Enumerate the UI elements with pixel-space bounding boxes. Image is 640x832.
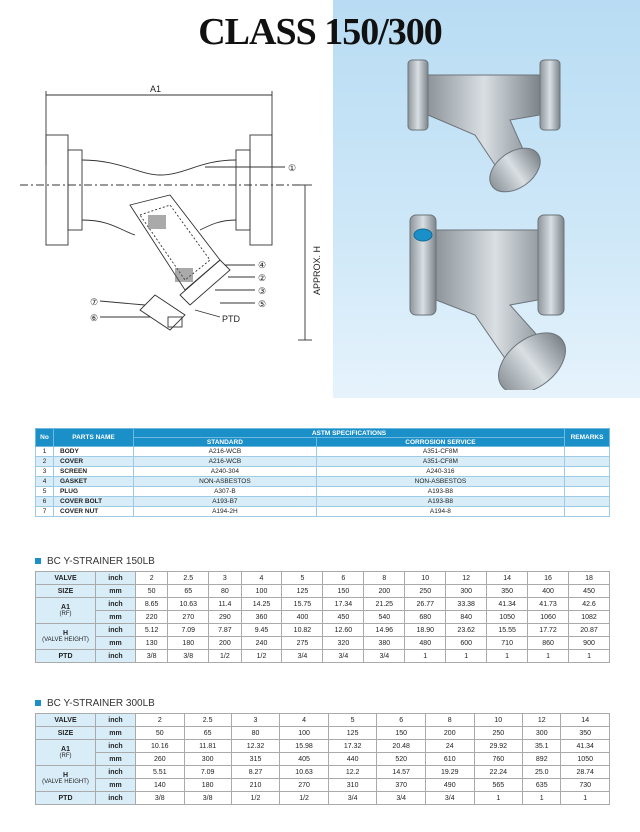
col-parts-name: PARTS NAME	[54, 429, 134, 447]
parts-cell-name: COVER BOLT	[54, 497, 134, 507]
dim-value: 260	[136, 753, 185, 766]
dim-value: 3/8	[136, 792, 185, 805]
dim-value: 1	[405, 650, 446, 663]
dim-unit: mm	[96, 585, 136, 598]
dim-value: 440	[328, 753, 377, 766]
parts-cell-corrosion: A351-CF8M	[316, 447, 564, 457]
parts-cell-no: 6	[36, 497, 54, 507]
dim-row	[36, 792, 610, 805]
dim-value: 8	[425, 714, 474, 727]
dim-value: 310	[328, 779, 377, 792]
dim-value: 4	[280, 714, 329, 727]
dim-value: 315	[231, 753, 280, 766]
title-class: CLASS	[198, 11, 316, 53]
parts-cell-no: 1	[36, 447, 54, 457]
dim-value: 450	[569, 585, 610, 598]
dim-unit: inch	[96, 650, 136, 663]
dim-value: 200	[425, 727, 474, 740]
dim-label-text: H	[62, 630, 69, 637]
dim-label	[36, 650, 96, 663]
parts-cell-no: 7	[36, 507, 54, 517]
dim-value: 16	[528, 572, 569, 585]
dim-value: 635	[523, 779, 561, 792]
dim-value: 860	[528, 637, 569, 650]
dim-row	[36, 766, 610, 779]
callout-3: ③	[258, 286, 267, 296]
dim-value: 3/4	[364, 650, 405, 663]
dim-value: 35.1	[523, 740, 561, 753]
parts-cell-no: 5	[36, 487, 54, 497]
dim-value: 350	[487, 585, 528, 598]
dim-label-text: SIZE	[57, 729, 74, 737]
callout-2: ②	[258, 273, 267, 283]
dim-value: 21.25	[364, 598, 405, 611]
col-standard: STANDARD	[134, 438, 317, 447]
dim-value: 400	[528, 585, 569, 598]
y-strainer-drawing	[20, 55, 330, 390]
dim-value: 10	[474, 714, 523, 727]
dim-value: 18	[569, 572, 610, 585]
dim-value: 17.32	[328, 740, 377, 753]
dim-value: 23.62	[446, 624, 487, 637]
dim-value: 7.87	[209, 624, 241, 637]
parts-cell-name: GASKET	[54, 477, 134, 487]
dim-value: 760	[474, 753, 523, 766]
parts-cell-corrosion: A193-B8	[316, 487, 564, 497]
dim-value: 1/2	[231, 792, 280, 805]
callout-6: ⑥	[90, 313, 99, 323]
parts-cell-corrosion: A240-316	[316, 467, 564, 477]
parts-cell-no: 2	[36, 457, 54, 467]
section-divider	[0, 398, 640, 410]
dim-value: 130	[136, 637, 168, 650]
dim-value: 270	[280, 779, 329, 792]
callout-1: ①	[288, 163, 297, 173]
dim-value: 8	[364, 572, 405, 585]
table300-title-text: BC Y-STRAINER 300LB	[47, 698, 155, 709]
dim-value: 12.2	[328, 766, 377, 779]
dim-row	[36, 779, 610, 792]
dim-value: 370	[377, 779, 426, 792]
dim-value: 22.24	[474, 766, 523, 779]
parts-cell-standard: A240-304	[134, 467, 317, 477]
dim-value: 11.81	[184, 740, 231, 753]
dim-value: 14	[561, 714, 610, 727]
dim-value: 41.34	[561, 740, 610, 753]
callout-4: ④	[258, 260, 267, 270]
dim-value: 490	[425, 779, 474, 792]
dim-row	[36, 611, 610, 624]
dim-value: 1	[446, 650, 487, 663]
dim-unit: mm	[96, 779, 136, 792]
dim-value: 1050	[561, 753, 610, 766]
dim-unit: inch	[96, 766, 136, 779]
col-corrosion: CORROSION SERVICE	[316, 438, 564, 447]
dim-value: 80	[231, 727, 280, 740]
dim-value: 2.5	[184, 714, 231, 727]
dim-value: 25.0	[523, 766, 561, 779]
dim-value: 320	[323, 637, 364, 650]
dim-label-text: VALVE	[54, 574, 77, 582]
dim-value: 50	[136, 727, 185, 740]
parts-row	[36, 497, 610, 507]
parts-row	[36, 467, 610, 477]
dim-value: 250	[474, 727, 523, 740]
dim-value: 290	[209, 611, 241, 624]
dim-value: 1	[528, 650, 569, 663]
dim-value: 2	[136, 714, 185, 727]
dim-value: 480	[405, 637, 446, 650]
dim-label	[36, 585, 96, 598]
dim-label-text: VALVE	[54, 716, 77, 724]
dim-value: 5	[328, 714, 377, 727]
dim-value: 2	[136, 572, 168, 585]
dim-value: 12.60	[323, 624, 364, 637]
parts-cell-remarks	[565, 467, 610, 477]
dim-value: 10.63	[280, 766, 329, 779]
parts-cell-remarks	[565, 497, 610, 507]
dim-label	[36, 727, 96, 740]
dim-value: 41.34	[487, 598, 528, 611]
dim-value: 3/4	[323, 650, 364, 663]
dim-value: 350	[561, 727, 610, 740]
parts-cell-corrosion: A351-CF8M	[316, 457, 564, 467]
dim-value: 200	[209, 637, 241, 650]
dim-value: 28.74	[561, 766, 610, 779]
dim-label-text: H	[62, 772, 69, 779]
dim-value: 3/4	[425, 792, 474, 805]
dim-row	[36, 598, 610, 611]
dim-value: 1/2	[241, 650, 282, 663]
callout-5: ⑤	[258, 299, 267, 309]
dim-value: 10.16	[136, 740, 185, 753]
dim-value: 892	[523, 753, 561, 766]
dim-value: 14.57	[377, 766, 426, 779]
dim-value: 7.09	[184, 766, 231, 779]
dim-value: 730	[561, 779, 610, 792]
dim-value: 20.87	[569, 624, 610, 637]
dim-value: 1/2	[209, 650, 241, 663]
dim-value: 14	[487, 572, 528, 585]
parts-row	[36, 477, 610, 487]
y-strainer-photo	[380, 45, 610, 390]
dim-label-sub: (VALVE HEIGHT)	[42, 637, 89, 643]
dim-value: 29.92	[474, 740, 523, 753]
dim-value: 15.55	[487, 624, 528, 637]
col-no: No	[36, 429, 54, 447]
dim-label-sub: (RF)	[59, 753, 72, 759]
dim-value: 1082	[569, 611, 610, 624]
dim-value: 17.72	[528, 624, 569, 637]
dim-value: 1	[523, 792, 561, 805]
dim-label	[36, 598, 96, 624]
dim-label-text: SIZE	[57, 587, 74, 595]
parts-cell-standard: A307-B	[134, 487, 317, 497]
parts-cell-name: PLUG	[54, 487, 134, 497]
dim-value: 540	[364, 611, 405, 624]
parts-table	[35, 428, 610, 517]
parts-row	[36, 447, 610, 457]
dim-value: 150	[377, 727, 426, 740]
parts-cell-remarks	[565, 477, 610, 487]
dim-label	[36, 572, 96, 585]
parts-cell-standard: NON-ASBESTOS	[134, 477, 317, 487]
parts-row	[36, 457, 610, 467]
dim-value: 100	[280, 727, 329, 740]
dim-unit: inch	[96, 740, 136, 753]
dim-value: 3/8	[184, 792, 231, 805]
dim-value: 200	[364, 585, 405, 598]
dim-value: 250	[405, 585, 446, 598]
parts-cell-standard: A216-WCB	[134, 457, 317, 467]
dim-row	[36, 585, 610, 598]
dim-value: 565	[474, 779, 523, 792]
parts-cell-corrosion: NON-ASBESTOS	[316, 477, 564, 487]
parts-cell-standard: A193-B7	[134, 497, 317, 507]
bullet-square-icon	[35, 558, 41, 564]
ptd-label: PTD	[222, 314, 240, 324]
dim-unit: mm	[96, 753, 136, 766]
dim-value: 270	[168, 611, 209, 624]
parts-cell-standard: A194-2H	[134, 507, 317, 517]
dim-value: 15.98	[280, 740, 329, 753]
dim-value: 610	[425, 753, 474, 766]
dim-value: 3/4	[377, 792, 426, 805]
dim-row	[36, 650, 610, 663]
dim-value: 600	[446, 637, 487, 650]
dim-value: 220	[136, 611, 168, 624]
table-300lb	[35, 713, 610, 805]
dim-unit: inch	[96, 714, 136, 727]
dim-label	[36, 624, 96, 650]
dim-value: 65	[168, 585, 209, 598]
dim-value: 400	[282, 611, 323, 624]
parts-cell-name: COVER NUT	[54, 507, 134, 517]
dim-value: 14.25	[241, 598, 282, 611]
dim-value: 12	[523, 714, 561, 727]
dim-value: 3/4	[282, 650, 323, 663]
dim-value: 20.48	[377, 740, 426, 753]
parts-cell-remarks	[565, 447, 610, 457]
parts-row	[36, 487, 610, 497]
dim-value: 3/8	[136, 650, 168, 663]
dim-value: 10	[405, 572, 446, 585]
dim-value: 180	[184, 779, 231, 792]
dim-value: 5.51	[136, 766, 185, 779]
dim-value: 900	[569, 637, 610, 650]
dim-value: 125	[328, 727, 377, 740]
dim-value: 240	[241, 637, 282, 650]
dim-label	[36, 714, 96, 727]
parts-cell-remarks	[565, 507, 610, 517]
dim-value: 7.09	[168, 624, 209, 637]
dim-value: 12	[446, 572, 487, 585]
dim-value: 380	[364, 637, 405, 650]
dim-row	[36, 727, 610, 740]
parts-cell-name: SCREEN	[54, 467, 134, 477]
dim-value: 1060	[528, 611, 569, 624]
parts-cell-corrosion: A193-B8	[316, 497, 564, 507]
dim-value: 710	[487, 637, 528, 650]
callout-7: ⑦	[90, 297, 99, 307]
dim-value: 1	[569, 650, 610, 663]
dim-value: 6	[323, 572, 364, 585]
dim-value: 300	[446, 585, 487, 598]
dim-unit: mm	[96, 727, 136, 740]
dim-value: 3	[231, 714, 280, 727]
dim-value: 1	[487, 650, 528, 663]
dim-value: 275	[282, 637, 323, 650]
dim-value: 3/8	[168, 650, 209, 663]
dim-label-sub: (VALVE HEIGHT)	[42, 779, 89, 785]
dim-value: 42.6	[569, 598, 610, 611]
table150-title	[35, 556, 155, 567]
parts-cell-standard: A216-WCB	[134, 447, 317, 457]
dim-label-text: PTD	[58, 794, 73, 802]
parts-cell-no: 3	[36, 467, 54, 477]
page-title	[0, 10, 640, 54]
dim-value: 65	[184, 727, 231, 740]
dim-row	[36, 753, 610, 766]
dim-value: 210	[231, 779, 280, 792]
parts-cell-name: COVER	[54, 457, 134, 467]
dim-value: 10.63	[168, 598, 209, 611]
dim-a1-label: A1	[150, 84, 162, 94]
parts-cell-remarks	[565, 457, 610, 467]
title-rating: 150/300	[324, 11, 442, 53]
dim-value: 680	[405, 611, 446, 624]
dim-value: 360	[241, 611, 282, 624]
dim-value: 18.90	[405, 624, 446, 637]
dim-value: 1	[474, 792, 523, 805]
dim-row	[36, 572, 610, 585]
dim-value: 24	[425, 740, 474, 753]
dim-label	[36, 792, 96, 805]
dim-label-text: A1	[61, 746, 70, 753]
dim-unit: inch	[96, 598, 136, 611]
dim-unit: inch	[96, 572, 136, 585]
col-astm: ASTM SPECIFICATIONS	[134, 429, 565, 438]
table300-title	[35, 698, 155, 709]
dim-row	[36, 624, 610, 637]
dim-value: 520	[377, 753, 426, 766]
dim-unit: mm	[96, 637, 136, 650]
dim-row	[36, 637, 610, 650]
dim-value: 450	[323, 611, 364, 624]
dim-label-text: A1	[61, 604, 70, 611]
dim-h-label: APPROX. H	[312, 245, 322, 295]
dim-value: 2.5	[168, 572, 209, 585]
dim-value: 840	[446, 611, 487, 624]
parts-cell-no: 4	[36, 477, 54, 487]
dim-value: 1050	[487, 611, 528, 624]
dim-row	[36, 740, 610, 753]
dim-value: 5	[282, 572, 323, 585]
col-remarks: REMARKS	[565, 429, 610, 447]
table-150lb	[35, 571, 610, 663]
dim-label-text: PTD	[58, 652, 73, 660]
dim-value: 10.82	[282, 624, 323, 637]
parts-cell-name: BODY	[54, 447, 134, 457]
dim-value: 1/2	[280, 792, 329, 805]
dim-value: 14.96	[364, 624, 405, 637]
dim-value: 4	[241, 572, 282, 585]
table150-title-text: BC Y-STRAINER 150LB	[47, 556, 155, 567]
dim-unit: inch	[96, 624, 136, 637]
dim-value: 150	[323, 585, 364, 598]
parts-table-body	[36, 447, 610, 517]
dim-value: 15.75	[282, 598, 323, 611]
dim-value: 5.12	[136, 624, 168, 637]
dim-value: 6	[377, 714, 426, 727]
dim-value: 300	[523, 727, 561, 740]
dim-value: 33.38	[446, 598, 487, 611]
dim-value: 19.29	[425, 766, 474, 779]
dim-value: 8.27	[231, 766, 280, 779]
dim-value: 140	[136, 779, 185, 792]
dim-value: 9.45	[241, 624, 282, 637]
dim-label	[36, 740, 96, 766]
dim-value: 300	[184, 753, 231, 766]
dim-value: 125	[282, 585, 323, 598]
dim-unit: inch	[96, 792, 136, 805]
dim-value: 17.34	[323, 598, 364, 611]
dim-value: 11.4	[209, 598, 241, 611]
dim-value: 41.73	[528, 598, 569, 611]
dim-value: 1	[561, 792, 610, 805]
dim-value: 3/4	[328, 792, 377, 805]
dim-row	[36, 714, 610, 727]
dim-value: 26.77	[405, 598, 446, 611]
parts-cell-corrosion: A194-8	[316, 507, 564, 517]
dim-value: 12.32	[231, 740, 280, 753]
dim-value: 180	[168, 637, 209, 650]
dim-value: 80	[209, 585, 241, 598]
dim-value: 50	[136, 585, 168, 598]
dim-value: 8.65	[136, 598, 168, 611]
dim-label-sub: (RF)	[59, 611, 72, 617]
bullet-square-icon	[35, 700, 41, 706]
dim-value: 100	[241, 585, 282, 598]
dim-unit: mm	[96, 611, 136, 624]
parts-row	[36, 507, 610, 517]
dim-value: 3	[209, 572, 241, 585]
dim-label	[36, 766, 96, 792]
parts-cell-remarks	[565, 487, 610, 497]
dim-value: 405	[280, 753, 329, 766]
